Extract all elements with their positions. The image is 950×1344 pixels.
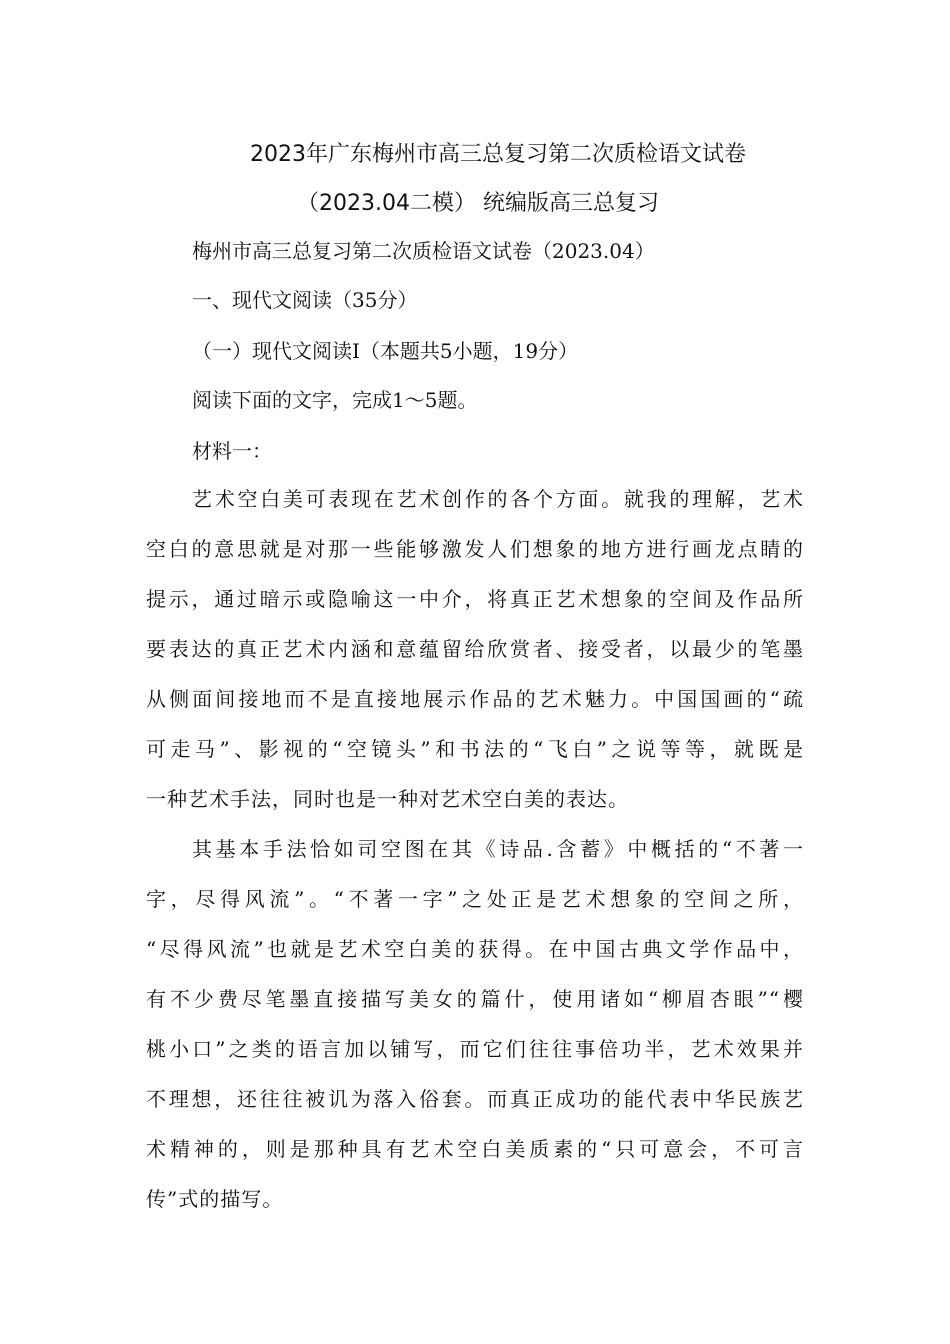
- paragraph-line: 从侧面间接地而不是直接地展示作品的艺术魅力。中国国画的“疏: [146, 687, 804, 711]
- paragraph-line: 空白的意思就是对那一些能够激发人们想象的地方进行画龙点睛的: [146, 537, 804, 561]
- paragraph-line: “尽得风流”也就是艺术空白美的获得。在中国古典文学作品中，: [146, 937, 804, 961]
- paragraph-line: 一种艺术手法，同时也是一种对艺术空白美的表达。: [146, 787, 629, 811]
- document-title: 2023年广东梅州市高三总复习第二次质检语文试卷: [250, 142, 746, 167]
- paragraph-line: 要表达的真正艺术内涵和意蕴留给欣赏者、接受者，以最少的笔墨: [146, 637, 804, 661]
- paragraph-line: 可走马”、影视的“空镜头”和书法的“飞白”之说等等，就既是: [146, 737, 804, 761]
- paragraph-line: 不理想，还往往被讥为落入俗套。而真正成功的能代表中华民族艺: [146, 1087, 804, 1111]
- reading-instruction: 阅读下面的文字，完成1～5题。: [192, 388, 478, 412]
- paragraph-line: 字，尽得风流”。“不著一字”之处正是艺术想象的空间之所，: [146, 887, 804, 911]
- subsection-heading: （一）现代文阅读Ⅰ（本题共5小题，19分）: [192, 339, 579, 363]
- document-title-sub: （2023.04二模） 统编版高三总复习: [297, 191, 659, 216]
- paragraph-line: 传”式的描写。: [146, 1187, 284, 1211]
- paragraph-line: 术精神的，则是那种具有艺术空白美质素的“只可意会，不可言: [146, 1137, 804, 1161]
- paragraph-line: 其基本手法恰如司空图在其《诗品.含蓄》中概括的“不著一: [192, 837, 804, 861]
- exam-subtitle: 梅州市高三总复习第二次质检语文试卷（2023.04）: [192, 239, 655, 263]
- paragraph-line: 艺术空白美可表现在艺术创作的各个方面。就我的理解，艺术: [192, 487, 804, 511]
- material-label: 材料一：: [192, 439, 272, 463]
- paragraph-line: 提示，通过暗示或隐喻这一中介，将真正艺术想象的空间及作品所: [146, 587, 804, 611]
- paragraph-line: 桃小口”之类的语言加以铺写，而它们往往事倍功半，艺术效果并: [146, 1037, 804, 1061]
- section-heading: 一、现代文阅读（35分）: [192, 288, 418, 312]
- paragraph-line: 有不少费尽笔墨直接描写美女的篇什，使用诸如“柳眉杏眼”“樱: [146, 987, 804, 1011]
